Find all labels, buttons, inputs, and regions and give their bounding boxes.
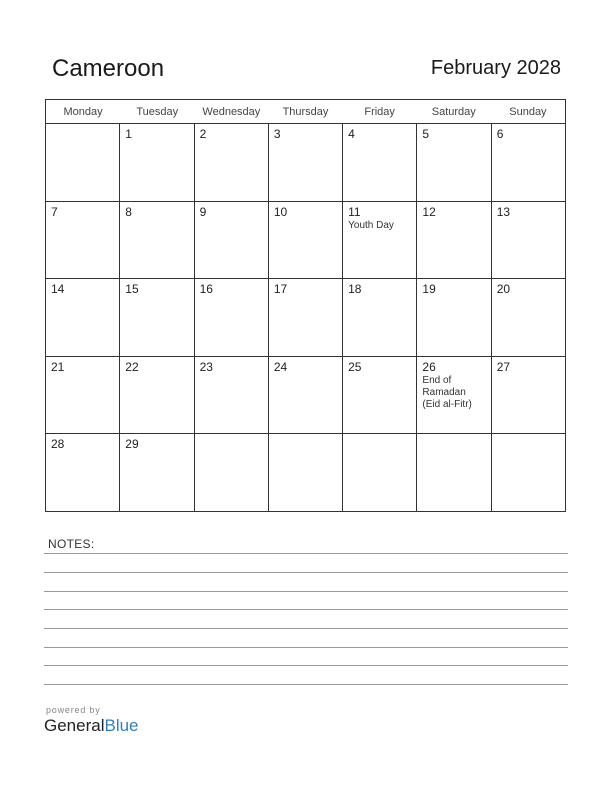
day-number: 24: [273, 359, 288, 374]
day-number: 26: [422, 359, 436, 374]
calendar-week-row: [46, 124, 565, 202]
calendar-day-cell: [46, 279, 120, 356]
weekday-saturday: Saturday: [431, 106, 476, 118]
notes-line: [44, 572, 568, 573]
weekday-wednesday: Wednesday: [202, 106, 261, 118]
calendar-day-cell: [492, 202, 565, 279]
calendar-week-row: [46, 279, 565, 357]
calendar-day-cell: [492, 279, 565, 356]
day-number: 22: [125, 359, 139, 374]
day-number: 14: [51, 282, 65, 297]
notes-line: [44, 609, 568, 610]
day-number: 23: [199, 359, 213, 374]
day-number: 20: [496, 282, 511, 297]
day-number: 16: [199, 282, 213, 297]
weekday-sunday: Sunday: [509, 106, 547, 118]
notes-label: NOTES:: [48, 537, 95, 551]
notes-line: [44, 628, 568, 629]
calendar-day-cell: [120, 124, 194, 201]
day-number: 2: [199, 127, 207, 141]
calendar-day-cell: [269, 124, 343, 201]
day-number: 18: [348, 282, 362, 297]
calendar-day-cell: [343, 202, 417, 279]
calendar-day-cell: [343, 279, 417, 356]
day-number: 9: [199, 204, 207, 219]
day-number: 6: [496, 127, 504, 141]
calendar-day-cell: [343, 357, 417, 434]
calendar-day-cell: [492, 124, 565, 201]
day-number: 4: [348, 127, 355, 141]
day-number: 13: [496, 204, 511, 219]
calendar-day-cell: [195, 202, 269, 279]
calendar-day-cell: [195, 124, 269, 201]
calendar-day-cell: [343, 124, 417, 201]
weekday-header-row: [46, 100, 565, 124]
notes-line: [44, 553, 568, 554]
day-number: 8: [125, 204, 132, 219]
day-number: 1: [125, 127, 132, 141]
day-number: 7: [51, 204, 58, 219]
calendar-day-cell: [417, 357, 491, 434]
calendar-day-cell: [46, 124, 120, 201]
calendar-day-cell: [46, 434, 120, 511]
holiday-label: Youth Day: [348, 219, 394, 231]
calendar-day-cell: [492, 434, 565, 511]
month-year-title: February 2028: [430, 57, 561, 79]
calendar-grid: [45, 99, 566, 512]
calendar-day-cell: [120, 279, 194, 356]
weekday-friday: Friday: [364, 106, 395, 118]
calendar-day-cell: [120, 202, 194, 279]
day-number: 5: [422, 127, 430, 141]
day-number: 27: [496, 359, 511, 374]
day-number: 21: [51, 359, 65, 374]
day-number: 29: [125, 437, 139, 452]
calendar-day-cell: [120, 357, 194, 434]
calendar-day-cell: [269, 279, 343, 356]
powered-by-text: powered by: [46, 705, 101, 715]
calendar-day-cell: [417, 279, 491, 356]
day-number: 12: [422, 204, 436, 219]
calendar-day-cell: [46, 202, 120, 279]
day-number: 25: [348, 359, 362, 374]
calendar-day-cell: [269, 434, 343, 511]
day-number: 19: [422, 282, 436, 297]
day-number: 28: [51, 437, 65, 452]
notes-line: [44, 665, 568, 666]
calendar-week-row: [46, 434, 565, 511]
notes-line: [44, 647, 568, 648]
calendar-day-cell: [492, 357, 565, 434]
logo-blue-text: Blue: [104, 716, 139, 735]
weekday-monday: Monday: [63, 106, 103, 118]
day-number: 10: [273, 204, 288, 219]
calendar-day-cell: [46, 357, 120, 434]
logo-general-text: General: [44, 716, 105, 735]
holiday-label: End of Ramadan (Eid al-Fitr): [422, 374, 472, 410]
calendar-day-cell: [269, 202, 343, 279]
calendar-day-cell: [195, 357, 269, 434]
country-title: Cameroon: [52, 55, 165, 82]
day-number: 15: [125, 282, 139, 297]
day-number: 11: [348, 204, 361, 219]
calendar-day-cell: [120, 434, 194, 511]
weekday-thursday: Thursday: [282, 106, 329, 118]
generalblue-logo[interactable]: [44, 716, 139, 736]
calendar-week-row: [46, 202, 565, 280]
calendar-day-cell: [269, 357, 343, 434]
weekday-tuesday: Tuesday: [136, 106, 179, 118]
calendar-day-cell: [417, 434, 491, 511]
calendar-day-cell: [417, 202, 491, 279]
weeks-container: [46, 124, 565, 511]
calendar-week-row: [46, 357, 565, 435]
notes-line: [44, 591, 568, 592]
day-number: 17: [273, 282, 288, 297]
calendar-day-cell: [195, 434, 269, 511]
calendar-day-cell: [343, 434, 417, 511]
calendar-day-cell: [195, 279, 269, 356]
calendar-day-cell: [417, 124, 491, 201]
notes-line: [44, 684, 568, 685]
day-number: 3: [273, 127, 281, 141]
